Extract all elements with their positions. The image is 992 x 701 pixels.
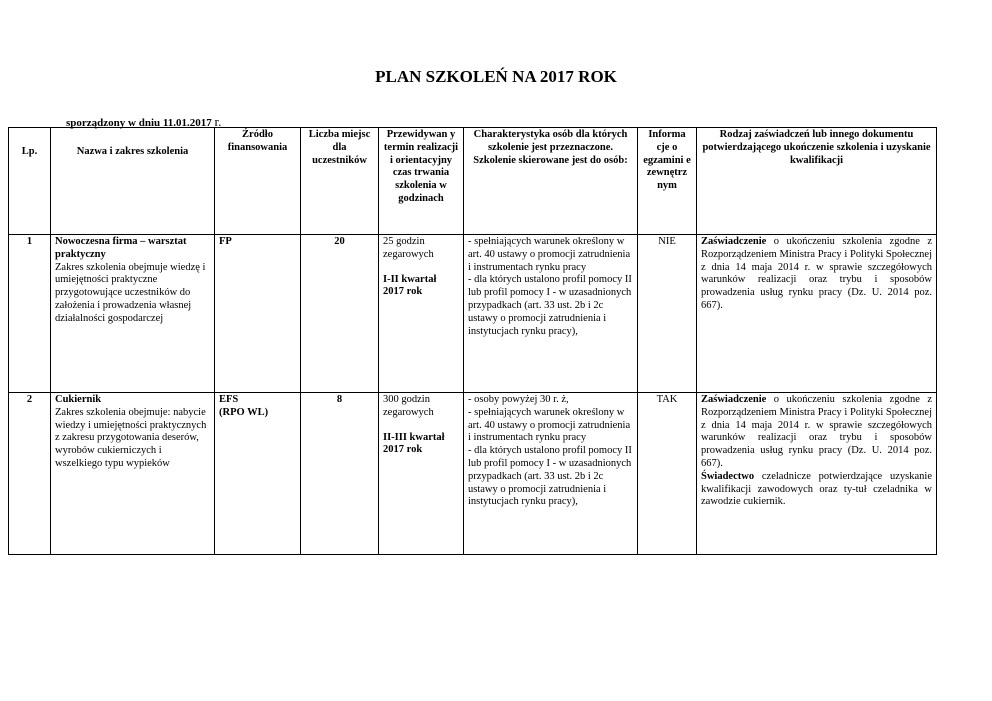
cell-term [379,235,464,393]
table-header-row [9,128,937,235]
cell-characteristics: - osoby powyżej 30 r. ż, - spełniających warunek określony w art. 40 ustawy o promocji zatrudnienia i instrumentach rynku pracy - dla których ustalono profil pomocy II lub profil pomocy I - w uzasadnionych przypadkach (art. 33 ust. 2b i 2c ustawy o promocji zatrudnienia i instytucjach rynku pracy), [464,393,638,555]
header-places: Liczba miejsc dla uczestników [301,128,379,235]
cert-text: o ukończeniu szkolenia zgodne z Rozporządzeniem Ministra Pracy i Polityki Społecznej z dnia 14 maja 2014 r. w sprawie szczegółowych warunków realizacji oraz trybu i sposobów prowadzenia usług rynku pracy (Dz. U. 2014 poz. 667). [701,394,932,469]
cert2-text: czeladnicze potwierdzające uzyskanie kwalifikacji zawodowych oraz ty-tuł czeladnika w zawodzie cukiernik. [701,470,932,508]
funding-program: (RPO WL) [219,406,269,418]
cell-certificate [697,393,937,555]
funding-source: FP [219,236,232,247]
course-scope: Zakres szkolenia obejmuje wiedzę i umiejętności praktyczne przygotowujące uczestników do założenia i prowadzenia własnej działalności gospodarczej [55,261,206,324]
date-text: sporządzony w dniu 11.01.2017 [66,117,212,129]
cell-name [51,235,215,393]
header-certificate: Rodzaj zaświadczeń lub innego dokumentu potwierdzającego ukończenie szkolenia i uzyskanie kwalifikacji [697,128,937,235]
cell-funding [215,393,301,555]
course-scope: Zakres szkolenia obejmuje: nabycie wiedzy i umiejętności praktycznych z zakresu przygotowania deserów, wyrobów cukierniczych i wszelkiego typu wypieków [55,406,207,469]
header-name: Nazwa i zakres szkolenia [51,128,215,235]
table-row [9,235,937,393]
header-lp: Lp. [9,128,51,235]
cert-type: Zaświadczenie [701,236,767,247]
header-funding: Źródło finansowania [215,128,301,235]
header-term: Przewidywan y termin realizacji i orientacyjny czas trwania szkolenia w godzinach [379,128,464,235]
page-title: PLAN SZKOLEŃ NA 2017 ROK [375,67,617,86]
cell-name [51,393,215,555]
cert-type: Zaświadczenie [701,394,767,405]
cell-exam: NIE [638,235,697,393]
header-exam: Informa cje o egzamini e zewnętrz nym [638,128,697,235]
course-name: Nowoczesna firma – warsztat praktyczny [55,236,187,260]
cell-exam: TAK [638,393,697,555]
quarter: II-III kwartał 2017 rok [383,431,445,456]
cell-funding [215,235,301,393]
table-row [9,393,937,555]
cell-certificate [697,235,937,393]
date-suffix: r. [214,114,222,129]
header-characteristics: Charakterystyka osób dla których szkolenie jest przeznaczone. Szkolenie skierowane jest do osób: [464,128,638,235]
cell-places: 8 [301,393,379,555]
cell-places: 20 [301,235,379,393]
cell-lp: 2 [9,393,51,555]
cell-term [379,393,464,555]
quarter: I-II kwartał 2017 rok [383,273,437,298]
cert-text: o ukończeniu szkolenia zgodne z Rozporządzeniem Ministra Pracy i Polityki Społecznej z dnia 14 maja 2014 r. w sprawie szczegółowych warunków realizacji oraz trybu i sposobów prowadzenia usług rynku pracy (Dz. U. 2014 poz. 667). [701,236,932,311]
training-plan-table [8,127,937,555]
duration: 300 godzin zegarowych [383,394,434,418]
cell-characteristics: - spełniających warunek określony w art. 40 ustawy o promocji zatrudnienia i instrumentach rynku pracy - dla których ustalono profil pomocy II lub profil pomocy I - w uzasadnionych przypadkach (art. 33 ust. 2b i 2c ustawy o promocji zatrudnienia i instytucjach rynku pracy), [464,235,638,393]
duration: 25 godzin zegarowych [383,236,434,260]
cert2-type: Świadectwo [701,470,755,482]
funding-source: EFS [219,394,239,405]
course-name: Cukiernik [55,394,102,405]
cell-lp: 1 [9,235,51,393]
